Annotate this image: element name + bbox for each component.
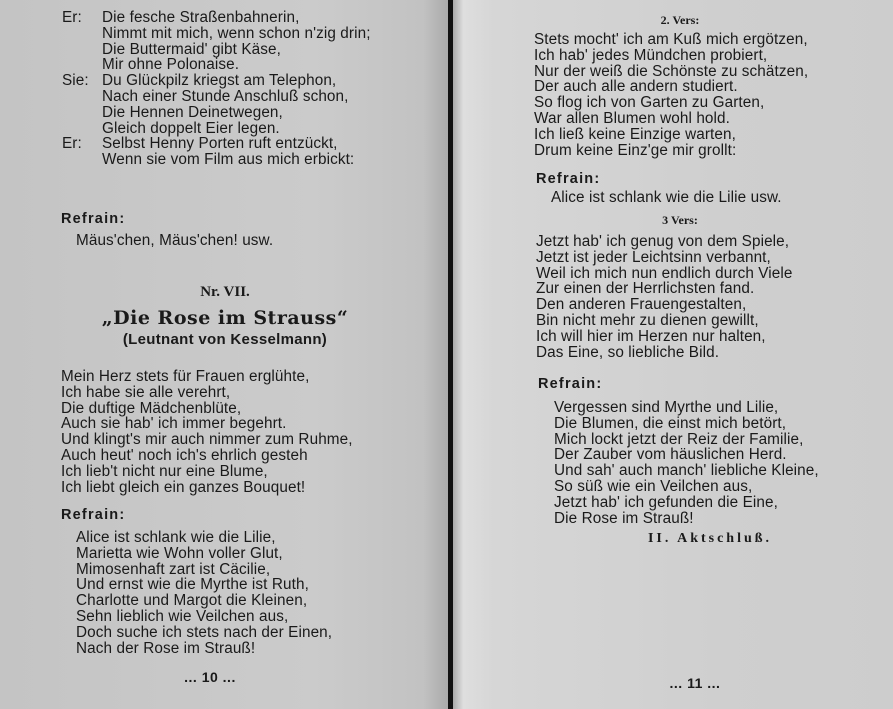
act-end: II. Aktschluß. [647,531,773,546]
refrain-line: Und ernst wie die Myrthe ist Ruth, [76,576,309,594]
refrain-block [61,211,273,249]
verse-line: Jetzt hab' ich genug von dem Spiele, [536,233,790,250]
refrain-2 [61,507,332,656]
dialogue-line: Du Glückpilz kriegst am Telephon, [102,72,337,90]
verse-heading: 3 Vers: [662,213,698,227]
verse-line: Und klingt's mir auch nimmer zum Ruhme, [61,431,353,449]
refrain-line: So süß wie ein Veilchen aus, [554,477,753,495]
verse-line: Den anderen Frauengestalten, [536,296,747,314]
song-title: „Die Rose im Strauss“ [101,307,349,329]
refrain-block [536,171,782,206]
verse-line: Mein Herz stets für Frauen erglühte, [61,368,310,385]
refrain-heading: Refrain: [61,507,126,523]
dialogue-line: Mir ohne Polonaise. [102,56,240,74]
verse-heading: 2. Vers: [660,13,700,27]
verse-line: Ich liebt gleich ein ganzes Bouquet! [61,478,306,496]
verse-line: So flog ich von Garten zu Garten, [534,94,765,112]
song-heading [0,284,450,348]
dialogue-line: Wenn sie vom Film aus mich erbickt: [102,151,355,169]
verse-line: Der auch alle andern studiert. [534,78,738,96]
verse-line: Auch sie hab' ich immer begehrt. [61,415,287,433]
verse-line: Das Eine, so liebliche Bild. [536,343,720,361]
verse-line: Die duftige Mädchenblüte, [61,399,242,417]
verse-line: Ich ließ keine Einzige warten, [534,125,736,143]
refrain-line: Doch suche ich stets nach der Einen, [76,623,333,641]
page-number: ... 10 ... [184,669,236,685]
song-subtitle: (Leutnant von Kesselmann) [122,331,328,348]
refrain-heading: Refrain: [536,171,601,187]
refrain-heading: Refrain: [538,376,603,392]
refrain-line: Sehn lieblich wie Veilchen aus, [76,607,289,625]
speaker-label: Er: [62,135,82,153]
dialogue-line: Nach einer Stunde Anschluß schon, [102,87,349,105]
dialogue-line: Nimmt mit mich, wenn schon n'zig drin; [102,24,371,42]
refrain-line: Vergessen sind Myrthe und Lilie, [554,399,779,416]
verse-line: Jetzt ist jeder Leichtsinn verbannt, [536,248,771,266]
refrain-line: Jetzt hab' ich gefunden die Eine, [554,493,778,511]
refrain-line: Und sah' auch manch' liebliche Kleine, [554,462,819,480]
dialogue-line: Die Hennen Deinetwegen, [102,103,283,121]
refrain-heading: Refrain: [61,211,126,227]
refrain-line: Die Blumen, die einst mich betört, [554,414,787,432]
song-number: Nr. VII. [200,284,250,300]
dialogue-block [62,10,371,168]
verse-line: Nur der weiß die Schönste zu schätzen, [534,62,809,80]
verse-line: Ich hab' jedes Mündchen probiert, [534,46,768,64]
verse-line: Stets mocht' ich am Kuß mich ergötzen, [534,31,808,48]
dialogue-line: Die fesche Straßenbahnerin, [102,9,300,26]
refrain-line: Der Zauber vom häuslichen Herd. [554,446,787,464]
right-page [450,0,893,709]
verse-1 [61,369,353,495]
verse-line: Ich lieb't nicht nur eine Blume, [61,462,268,480]
speaker-label: Sie: [62,72,89,90]
verse-line: Weil ich mich nun endlich durch Viele [536,264,793,282]
verse-line: Drum keine Einz'ge mir grollt: [534,141,737,159]
verse-line: War allen Blumen wohl hold. [534,109,730,127]
refrain-line: Marietta wie Wohn voller Glut, [76,544,283,562]
refrain-line: Nach der Rose im Strauß! [76,639,256,657]
refrain-line: Die Rose im Strauß! [554,509,694,527]
refrain-line: Mimosenhaft zart ist Cäcilie, [76,560,271,578]
refrain-line: Mich lockt jetzt der Reiz der Familie, [554,430,804,448]
verse-line: Ich habe sie alle verehrt, [61,383,231,401]
dialogue-line: Die Buttermaid' gibt Käse, [102,40,281,58]
dialogue-line: Selbst Henny Porten ruft entzückt, [102,135,338,153]
speaker-label: Er: [62,9,82,26]
book-spine [448,0,453,709]
verse-line: Bin nicht mehr zu dienen gewillt, [536,311,759,329]
refrain-line: Alice ist schlank wie die Lilie, [76,529,276,546]
refrain-line: Charlotte und Margot die Kleinen, [76,592,308,610]
refrain-text: Mäus'chen, Mäus'chen! usw. [76,232,274,249]
page-number: ... 11 ... [669,675,721,691]
refrain-2 [538,376,819,526]
dialogue-line: Gleich doppelt Eier legen. [102,119,280,137]
verse-line: Auch heut' noch ich's ehrlich gesteh [61,446,308,464]
verse-line: Ich will hier im Herzen nur halten, [536,327,766,345]
verse-3 [536,234,793,360]
verse-line: Zur einen der Herrlichsten fand. [536,280,755,298]
verse-2 [534,32,808,158]
refrain-text: Alice ist schlank wie die Lilie usw. [551,189,782,206]
